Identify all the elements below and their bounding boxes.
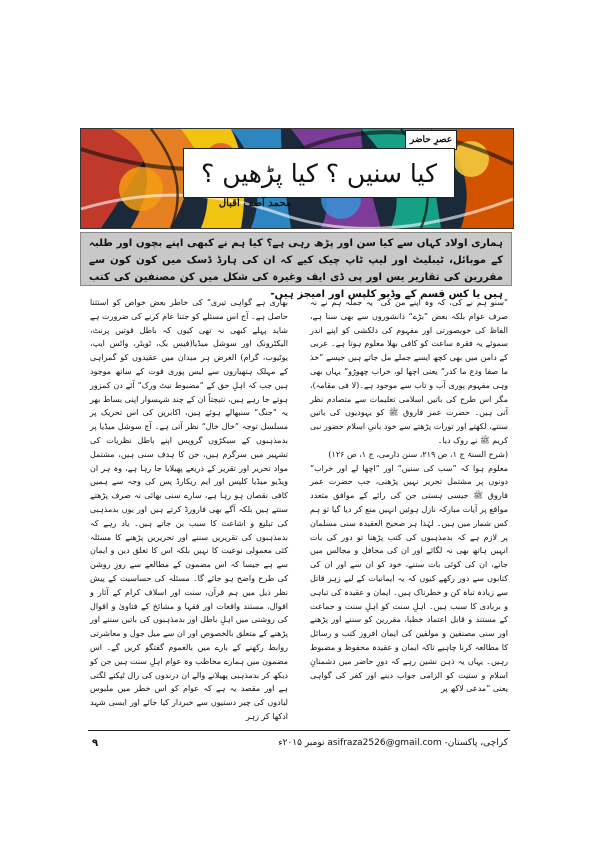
article-author: محمد آصف اقبال	[218, 198, 292, 209]
paragraph: معلوم ہوا کہ ”سب کی سنیں“ اور ”اچھا لے اور خراب“ دونوں پر مشتمل تحریر نہیں پڑھنی، جب حضرت عمر فاروق ﷺ جیسی ہستی جن کی رائے کے موافق متعدد مواقع پر آیات مبارکہ نازل ہوئیں انہیں منع کر دیا گیا تو ہم کس شمار میں ہیں۔ لہٰذا ہر صحیح العقیدہ سنی مسلمان پر لازم ہے کہ بدمذہبوں کی کتب پڑھنا تو دور کی بات انہیں ہاتھ بھی نہ لگائے اور ان کی محافل و مجالس میں جانے، ان کی کوئی بات سننے، خود کو ان سے اور ان کی کتابوں سے دور رکھے کیوں کہ یہ ایمانیات کے لیے زہر قاتل سے زیادہ تباہ کن و خطرناک ہیں۔ ایمان و عقیدہ کی تباہی و بربادی کا سبب ہیں۔ اہلِ سنت کو اہلِ سنت و جماعت کے مستند و قابل اعتماد خطبا، مقررین کو سننے اور پڑھنے اور سنی مصنفین و مولفین کی ایمان افروز کتب و رسائل کا مطالعہ کرنا چاہیے تاکہ ایمان و عقیدہ محفوظ و مضبوط رہیں۔ یہاں یہ ذہن نشین رہے کہ دورِ حاضر میں دشمنانِ اسلام و سنیت کو الزامی جواب دینے اور کفر کی گواہی یعنی ”مدعی لاکھ پر	[310, 463, 508, 694]
footer-contact: کراچی، پاکستان- asifraza2526@gmail.com نومبر ۲۰۱۵ء	[278, 738, 508, 748]
footer-divider	[88, 730, 510, 731]
citation: (شرح السنۃ ج ۱، ص ۲۱۹، سنن دارمی، ج ۱، ص ۱۲۶)	[328, 449, 508, 459]
paragraph: ”سنو ہم نے کی، کہ وہ اپنے من کی“ یہ جملہ ہم نے نہ صرف عوام بلکہ بعض ”بڑے“ دانشوروں سے بھی سنا ہے، الفاظ کی خوبصورتی اور مفہوم کی دلکشی کو اپنے اندر سموئے یہ فقرہ ساعت کو کافی بھلا معلوم ہوتا ہے۔ عربی کے دامن میں بھی کچھ ایسے جملے مل جاتے ہیں جیسے ”خذ ما صفا ودع ما کدر“ یعنی اچھا لو، خراب چھوڑو“ یہاں بھی وہی مفہوم پوری آب و تاب سے موجود ہے۔(لا فی مقامہ)، مگر اس طرح کی باتیں اسلامی تعلیمات سے متصادم نظر آتی ہیں۔ حضرت عمر فاروق ﷺ کو یہودیوں کی باتیں سنتے، لکھتے اور تورات پڑھتے سے خود بانیِ اسلام حضور نبی کریم ﷺ نے روک دیا۔	[310, 298, 508, 445]
article-title: کیا سنیں ؟ کیا پڑھیں ؟	[183, 148, 455, 198]
intro-box: ہماری اولاد کہاں سے کیا سن اور پڑھ رہی ہے؟ کیا ہم نے کبھی اپنے بچوں اور طلبہ کے موبائل، ٹیبلیٹ اور لیپ ٹاپ چیک کیے کہ ان کی ہارڈ ڈسک میں کون کون سے مقررین کی تقاریر یس اور پی ڈی ایف وغیرہ کی شکل میں کن مصنفین کی کتب ہیں یا کس قسم کے وڈیو کلپس اور امیجز ہیں-	[80, 232, 512, 286]
page-number: ۹	[92, 738, 99, 749]
section-tag: عصرِ حاضر	[405, 130, 457, 150]
text-column-left	[90, 296, 288, 721]
text-column-right	[310, 296, 508, 712]
paragraph: بھاری ہے گواہی تیری“ کی خاطر بعض خواص کو استثنا حاصل ہے۔ آج اس مسئلے کو جتنا عام کرنے کی ضرورت ہے شاید پہلے کبھی نہ تھی کیوں کہ باطل قوتیں پرنٹ، الیکٹرونک اور سوشل میڈیا(فیس بک، ٹویٹر، واٹس ایپ، یوٹیوب، گرام) الغرض ہر میدان میں عقیدوں کو گمراہی کے مہلک ہتھیاروں سے لیس پوری قوت کے ساتھ موجود ہیں جب کہ اہلِ حق کے ”مضبوط نیٹ ورک“ آئے دن کمزور ہوتے جا رہے ہیں، نتیجتاً ان کے چند شہسوار اپنی بساط بھر یہ ”جنگ“ سنبھالے ہوئے ہیں، اکابرین کی اس تحریک پر مسلسل توجہ ”خال خال“ نظر آتی ہے۔ آج سوشل میڈیا پر بدمذہبوں کے سیکڑوں گروپس اپنے باطل نظریات کی تشہیر میں سرگرم ہیں، جن کا ہدف سنی ہیں، مشتمل مواد تحریر اور تقریر کے ذریعے پھیلایا جا رہا ہے، وہ ہر ان ویڈیو میڈیا کلپس اور ایم ریکارڈ پس کی وجہ سے ہمیں کافی نقصان ہو رہا ہے، سارے سنی بھائی نہ صرف پڑھتے سنتے ہیں بلکہ آگے بھی فارورڈ کرتے ہیں اور یوں بدمذہبی کی تبلیغ و اشاعت کا سبب بن جاتے ہیں۔ یاد رہے کہ بدمذہبوں کی تقریریں سننے اور تحریریں پڑھنے کا مسئلہ کئی معمولی نوعیت کا نہیں بلکہ اس کا تعلق دین و ایمان سے ہے جیسا کہ اس مضمون کے مطالعے سے روزِ روشن کی طرح واضح ہو جائے گا۔ مسئلہ کی حساسیت کے پیش نظر ذیل میں ہم قرآن، سنت اور اسلاف کرام کے آثار و اقوال، مستند واقعات اور فقہا و مشائخ کے فتاویٰ و اقوال کی روشنی میں اہلِ باطل اور بدمذہبوں کی باتیں سننے اور پڑھنے کے متعلق بالخصوص اور ان سے میل جول و معاشرتی روابط رکھنے کے بارے میں بالعموم گفتگو کریں گے۔ اس مضمون میں ہمارے مخاطب وہ عوام اہلِ سنت ہیں جن کو دیکھ کر بدمذہبی پھیلانے والے ان درندوں کی رال ٹپکنے لگتی ہے اور مقصد یہ ہے کہ عوام کو اس خطر میں ملبوس لبادوں کی چیر دستیوں سے خبردار کیا جائے اور ایسی شہد ادکھا کر زہر	[90, 298, 288, 721]
